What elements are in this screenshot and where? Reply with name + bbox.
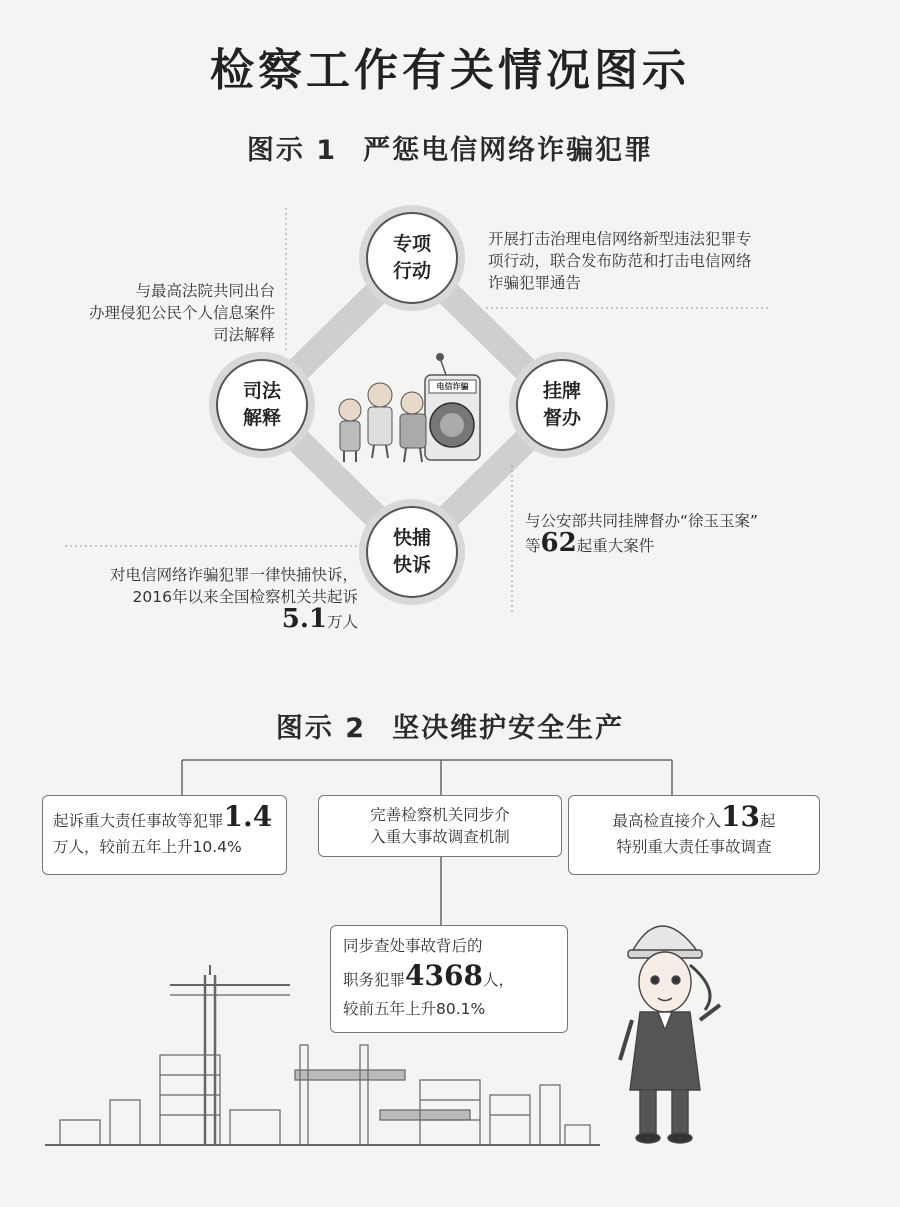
node-supervision: 挂牌督办 bbox=[516, 359, 608, 451]
node-fast-prosecution: 快捕快诉 bbox=[366, 506, 458, 598]
figure1-number: 图示 1 bbox=[246, 135, 338, 166]
box-duty-crime: 同步查处事故背后的 职务犯罪4368人， 较前五年上升80.1% bbox=[330, 925, 568, 1033]
text-judicial-interpretation: 与最高法院共同出台 办理侵犯公民个人信息案件 司法解释 bbox=[88, 282, 275, 344]
stat-4368: 4368 bbox=[405, 959, 483, 992]
stat-5-1: 5.1 bbox=[281, 604, 327, 634]
figure2-heading bbox=[0, 706, 900, 745]
box-investigation-mechanism: 完善检察机关同步介 入重大事故调查机制 bbox=[318, 795, 562, 857]
figure2-title: 坚决维护安全生产 bbox=[392, 713, 625, 744]
node-special-action: 专项行动 bbox=[366, 212, 458, 304]
stat-62: 62 bbox=[540, 528, 577, 558]
fraud-cartoon-illustration bbox=[339, 353, 480, 462]
stat-13: 13 bbox=[721, 800, 760, 833]
main-title: 检察工作有关情况图示 bbox=[210, 45, 690, 96]
box-prosecution-count: 起诉重大责任事故等犯罪1.4 万人，较前五年上升10.4% bbox=[42, 795, 287, 875]
stat-1-4: 1.4 bbox=[223, 800, 273, 833]
prosecutor-cartoon-girl bbox=[620, 926, 720, 1143]
figure1-title: 严惩电信网络诈骗犯罪 bbox=[363, 135, 654, 166]
figure1-heading bbox=[0, 128, 900, 167]
text-fast-prosecution: 对电信网络诈骗犯罪一律快捕快诉， 2016年以来全国检察机关共起诉 5.1万人 bbox=[109, 566, 358, 634]
node-judicial-interpretation: 司法解释 bbox=[216, 359, 308, 451]
device-label: 电信诈骗 bbox=[436, 382, 469, 391]
figure2-number: 图示 2 bbox=[275, 713, 367, 744]
box-direct-intervention: 最高检直接介入13起 特别重大责任事故调查 bbox=[568, 795, 820, 875]
text-special-action: 开展打击治理电信网络新型违法犯罪专项行动，联合发布防范和打击电信网络诈骗犯罪通告 bbox=[488, 230, 752, 292]
text-supervision: 与公安部共同挂牌督办“徐玉玉案” 等62起重大案件 bbox=[525, 512, 759, 558]
